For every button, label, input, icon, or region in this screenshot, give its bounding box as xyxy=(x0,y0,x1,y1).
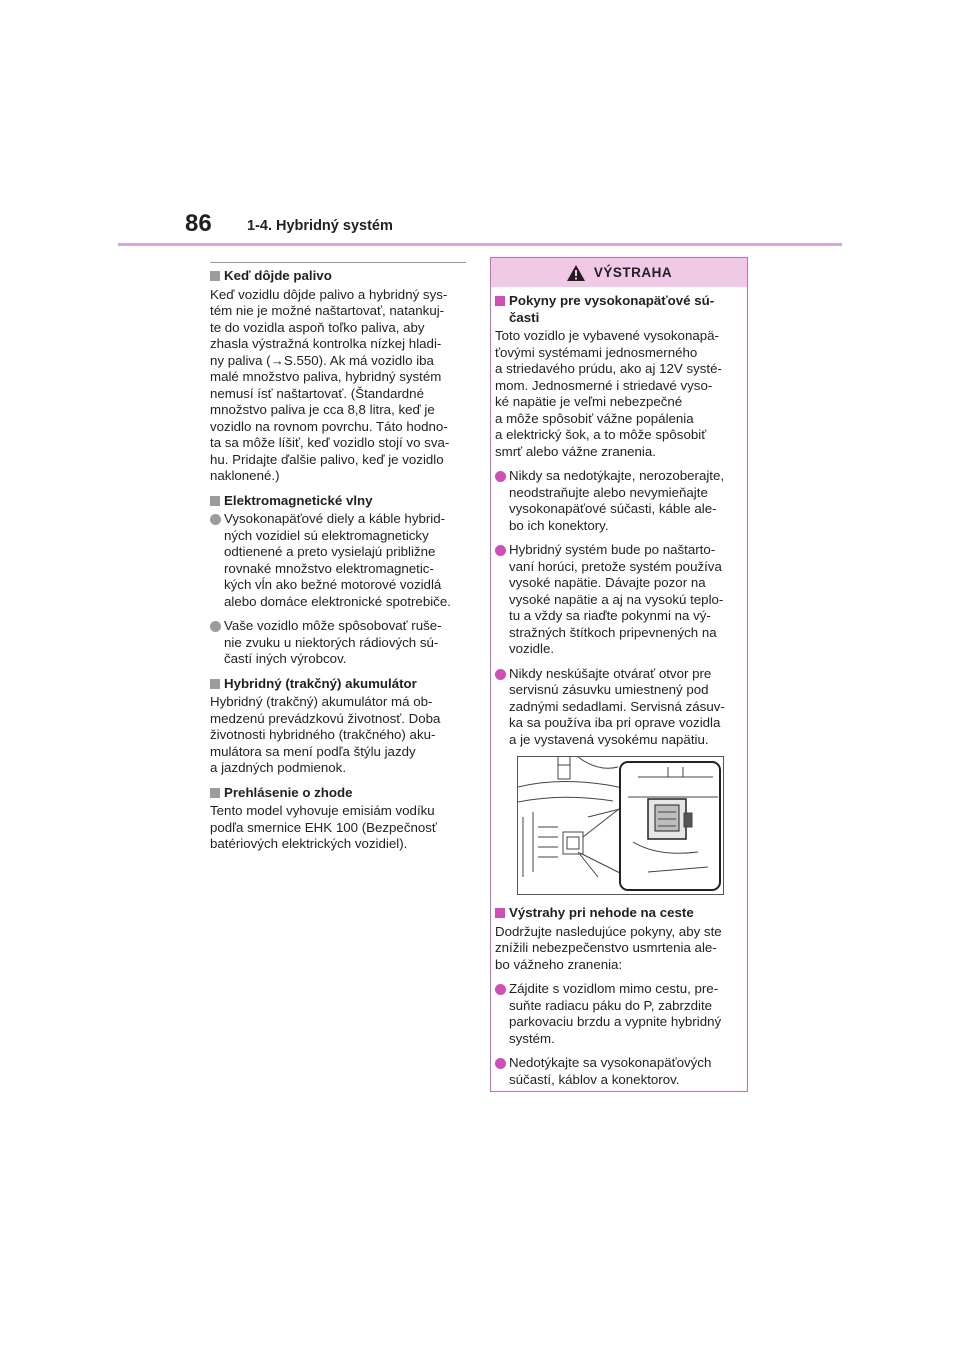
text-line: a jazdných podmienok. xyxy=(210,760,347,775)
text-line: a je vystavená vysokému napätiu. xyxy=(509,731,709,747)
left-column xyxy=(210,262,466,861)
heading-text: Výstrahy pri nehode na ceste xyxy=(509,905,694,920)
text-line: a elektrický šok, a to môže spôsobiť xyxy=(495,427,707,442)
square-bullet-icon xyxy=(495,908,505,918)
warning-body xyxy=(491,287,747,1088)
warning-heading-accident xyxy=(495,905,743,922)
list-item xyxy=(210,511,466,610)
text-line: hu. Pridajte ďalšie palivo, keď je vozidlo xyxy=(210,451,444,467)
heading-text: Elektromagnetické vlny xyxy=(224,492,373,508)
text-line: Tento model vyhovuje emisiám vodíku xyxy=(210,803,435,818)
text-line: zhasla výstražná kontrolka nízkej hladi- xyxy=(210,336,442,351)
text-line: ka sa používa iba pri oprave vozidla xyxy=(509,715,721,730)
service-plug-drawing xyxy=(518,757,723,894)
text-line: Zájdite s vozidlom mimo cestu, pre- xyxy=(509,981,719,996)
section-heading-em-waves xyxy=(210,493,466,510)
circle-bullet-icon xyxy=(495,1058,506,1069)
warning-header xyxy=(491,258,747,287)
square-bullet-icon xyxy=(210,496,220,506)
square-bullet-icon xyxy=(210,679,220,689)
header-divider xyxy=(118,243,842,246)
text-line: nemusí ísť naštartovať. (Štandardné xyxy=(210,385,424,401)
text-line: suňte radiacu páku do P, zabrzdite xyxy=(509,997,713,1013)
text-line: vysoké napätie a aj na vysokú teplo- xyxy=(509,591,724,607)
list-item xyxy=(210,618,466,668)
text-line: tu a vždy sa riaďte pokynmi na vý- xyxy=(509,608,711,623)
text-line: podľa smernice EHK 100 (Bezpečnosť xyxy=(210,819,437,835)
text-line: Hybridný systém bude po naštarto- xyxy=(509,542,716,557)
list-item xyxy=(495,542,743,658)
warning-paragraph-accident xyxy=(495,924,743,974)
text-line: bo ich konektory. xyxy=(509,517,609,533)
text-line: systém. xyxy=(509,1030,555,1046)
service-plug-illustration xyxy=(517,756,724,895)
text-line: smrť alebo vážne zranenia. xyxy=(495,443,656,459)
text-line: rovnaké množstvo elektromagnetic- xyxy=(224,560,434,576)
text-line: Vysokonapäťové diely a káble hybrid- xyxy=(224,511,446,526)
text-line: a striedavého prúdu, ako aj 12V systé- xyxy=(495,361,722,376)
square-bullet-icon xyxy=(210,271,220,281)
heading-text: Prehlásenie o zhode xyxy=(224,784,353,800)
text-line: kých vĺn ako bežné motorové vozidlá xyxy=(224,577,442,592)
text-line: a môže spôsobiť vážne popálenia xyxy=(495,410,694,426)
section-title: 1-4. Hybridný systém xyxy=(247,218,393,234)
text-line: mom. Jednosmerné i striedavé vyso- xyxy=(495,377,713,393)
list-item-text xyxy=(509,981,743,1047)
text-line: časti xyxy=(509,309,540,325)
list-item-text xyxy=(509,542,743,658)
paragraph-fuel xyxy=(210,287,466,485)
text-line: Nikdy sa nedotýkajte, nerozoberajte, xyxy=(509,468,725,483)
circle-bullet-icon xyxy=(495,984,506,995)
text-line: parkovaciu brzdu a vypnite hybridný xyxy=(509,1014,722,1029)
text-line: súčastí, káblov a konektorov. xyxy=(509,1071,680,1087)
text-line: vaní horúci, pretože systém používa xyxy=(509,558,722,574)
section-heading-conformity xyxy=(210,785,466,802)
list-item xyxy=(495,666,743,749)
text-line: Vaše vozidlo môže spôsobovať ruše- xyxy=(224,618,442,633)
text-line: tém nie je možné naštartovať, natankuj- xyxy=(210,303,445,318)
list-item xyxy=(495,1055,743,1088)
text-line: neodstraňujte alebo nevymieňajte xyxy=(509,484,708,500)
square-bullet-icon xyxy=(495,296,505,306)
section-heading-battery xyxy=(210,676,466,693)
text-line: Keď vozidlu dôjde palivo a hybridný sys- xyxy=(210,286,448,302)
text-line: naklonené.) xyxy=(210,468,280,483)
text-line: Hybridný (trakčný) akumulátor má ob- xyxy=(210,694,433,709)
text-line: množstvo paliva je cca 8,8 litra, keď je xyxy=(210,402,435,417)
text-line: Pokyny pre vysokonapäťové sú- xyxy=(509,293,715,308)
warning-label: VÝSTRAHA xyxy=(593,265,673,280)
text-line: vysokonapäťové súčasti, káble ale- xyxy=(509,501,717,516)
text-line: bo vážneho zranenia: xyxy=(495,956,623,972)
warning-heading-hv xyxy=(495,293,743,326)
text-line: te do vozidla aspoň toľko paliva, aby xyxy=(210,319,425,335)
list-item-text xyxy=(509,1055,743,1088)
warning-triangle-icon xyxy=(566,264,586,282)
list-item-text xyxy=(509,666,743,749)
text-line: nie zvuku u niektorých rádiových sú- xyxy=(224,634,439,650)
list-item-text xyxy=(224,618,466,668)
text-line: vozidle. xyxy=(509,641,555,656)
text-line: ta sa môže líšiť, keď vozidlo stojí vo sva- xyxy=(210,435,450,450)
warning-box xyxy=(490,257,748,1092)
text-line: stražných štítkoch pripevnených na xyxy=(509,624,717,640)
warning-paragraph xyxy=(495,328,743,460)
text-line: ťovými systémami jednosmerného xyxy=(495,344,698,360)
text-line: Nedotýkajte sa vysokonapäťových xyxy=(509,1055,712,1070)
text-line: mulátora sa mení podľa štýlu jazdy xyxy=(210,743,416,759)
text-line: vysoké napätie. Dávajte pozor na xyxy=(509,575,706,590)
text-line: ných vozidiel sú elektromagneticky xyxy=(224,527,429,543)
circle-bullet-icon xyxy=(210,514,221,525)
text-line: častí iných výrobcov. xyxy=(224,651,347,666)
text-line: batériových elektrických vozidiel). xyxy=(210,836,408,851)
text-line: Dodržujte nasledujúce pokyny, aby ste xyxy=(495,923,722,939)
text-line: ny paliva (→S.550). Ak má vozidlo iba xyxy=(210,352,434,368)
text-line: ké napätie je veľmi nebezpečné xyxy=(495,394,683,409)
paragraph-conformity xyxy=(210,803,466,853)
text-line: odtienené a preto vysielajú približne xyxy=(224,544,436,559)
text-line: malé množstvo paliva, hybridný systém xyxy=(210,369,442,384)
text-line: Toto vozidlo je vybavené vysokonapä- xyxy=(495,328,719,343)
heading-text: Hybridný (trakčný) akumulátor xyxy=(224,675,417,691)
paragraph-battery xyxy=(210,694,466,777)
page-number: 86 xyxy=(185,210,212,237)
text-line: zadnými sedadlami. Servisná zásuv- xyxy=(509,698,725,714)
list-item-text xyxy=(509,468,743,534)
text-line: znížili nebezpečenstvo usmrtenia ale- xyxy=(495,940,717,955)
section-heading-fuel xyxy=(210,268,466,285)
text-line: servisnú zásuvku umiestnený pod xyxy=(509,682,709,697)
heading-text: Keď dôjde palivo xyxy=(224,268,332,283)
circle-bullet-icon xyxy=(495,545,506,556)
text-line: životnosti hybridného (trakčného) aku- xyxy=(210,727,436,742)
text-line: Nikdy neskúšajte otvárať otvor pre xyxy=(509,665,712,681)
circle-bullet-icon xyxy=(210,621,221,632)
list-item-text xyxy=(224,511,466,610)
list-item xyxy=(495,981,743,1047)
square-bullet-icon xyxy=(210,788,220,798)
circle-bullet-icon xyxy=(495,669,506,680)
text-line: vozidlo na rovnom povrchu. Táto hodno- xyxy=(210,418,448,434)
text-line: alebo domáce elektronické spotrebiče. xyxy=(224,593,451,609)
heading-text xyxy=(509,293,714,326)
circle-bullet-icon xyxy=(495,471,506,482)
text-line: medzenú prevádzkovú životnosť. Doba xyxy=(210,710,441,726)
list-item xyxy=(495,468,743,534)
